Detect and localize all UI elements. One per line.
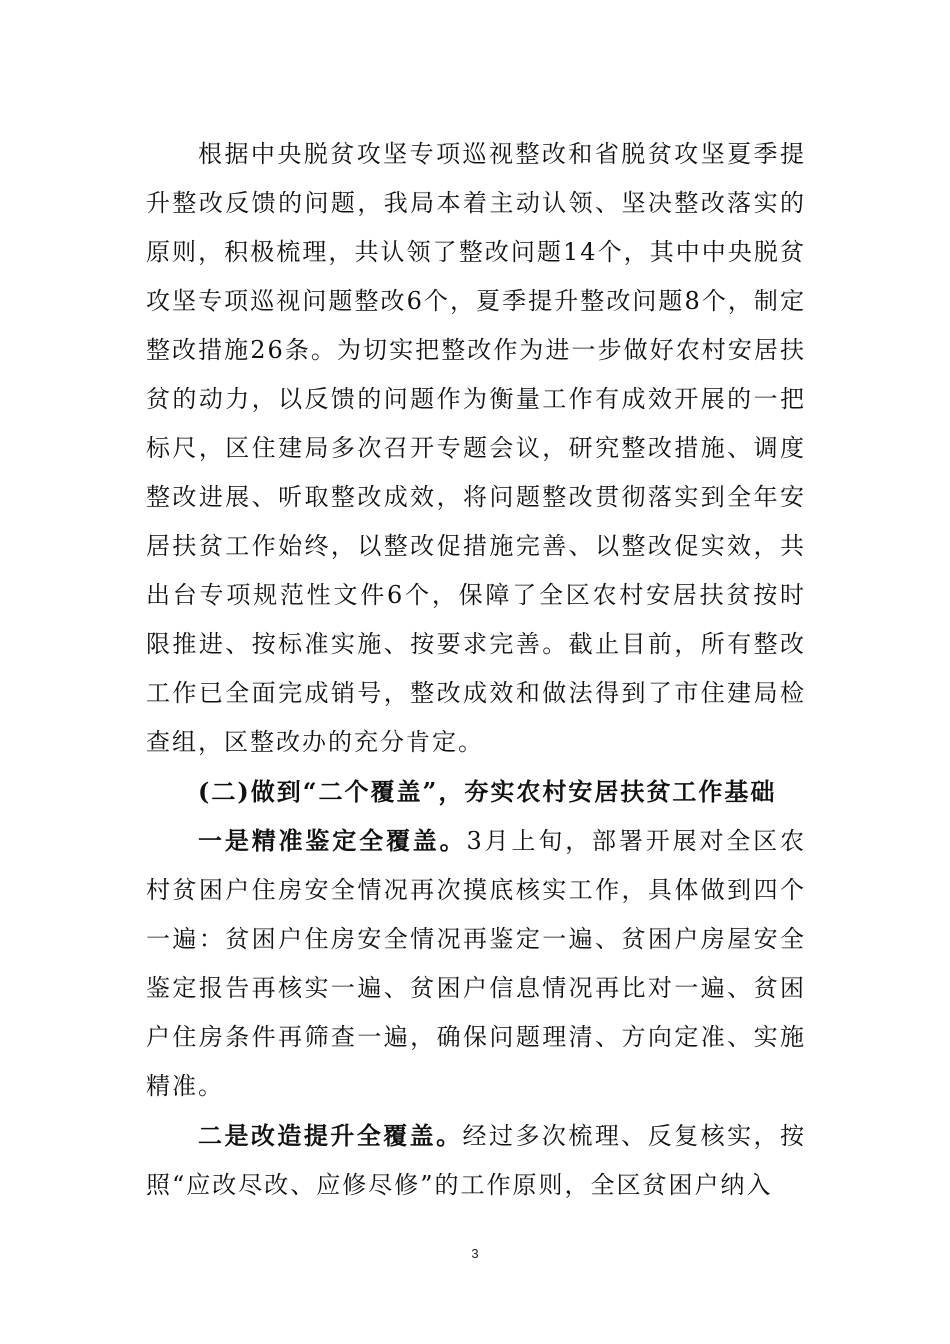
paragraph-body: 3月上旬，部署开展对全区农村贫困户住房安全情况再次摸底核实工作，具体做到四个一遍：贫困户住房安全情况再鉴定一遍、贫困户房屋安全鉴定报告再核实一遍、贫困户信息情况再比对一遍、贫困户住房条件再筛查一遍，确保问题理清、方向定准、实施精准。 [146, 827, 806, 1100]
paragraph-renovation [146, 1111, 806, 1210]
section-heading: (二)做到“二个覆盖”，夯实农村安居扶贫工作基础 [198, 777, 777, 806]
document-body [146, 130, 806, 1210]
paragraph-body: 经过多次梳理、反复核实，按照“应改尽改、应修尽修”的工作原则，全区贫困户纳入 [146, 1122, 807, 1199]
page-number: 3 [471, 1246, 479, 1261]
paragraph-identification [146, 816, 806, 1111]
paragraph-lead: 一是精准鉴定全覆盖。 [198, 826, 467, 855]
paragraph-lead: 二是改造提升全覆盖。 [198, 1121, 463, 1150]
paragraph-rectification: 根据中央脱贫攻坚专项巡视整改和省脱贫攻坚夏季提升整改反馈的问题，我局本着主动认领、坚决整改落实的原则，积极梳理，共认领了整改问题14个，其中中央脱贫攻坚专项巡视问题整改6个，夏季提升整改问题8个，制定整改措施26条。为切实把整改作为进一步做好农村安居扶贫的动力，以反馈的问题作为衡量工作有成效开展的一把标尺，区住建局多次召开专题会议，研究整改措施、调度整改进展、听取整改成效，将问题整改贯彻落实到全年安居扶贫工作始终，以整改促措施完善、以整改促实效，共出台专项规范性文件6个，保障了全区农村安居扶贫按时限推进、按标准实施、按要求完善。截止目前，所有整改工作已全面完成销号，整改成效和做法得到了市住建局检查组，区整改办的充分肯定。 [146, 140, 806, 756]
